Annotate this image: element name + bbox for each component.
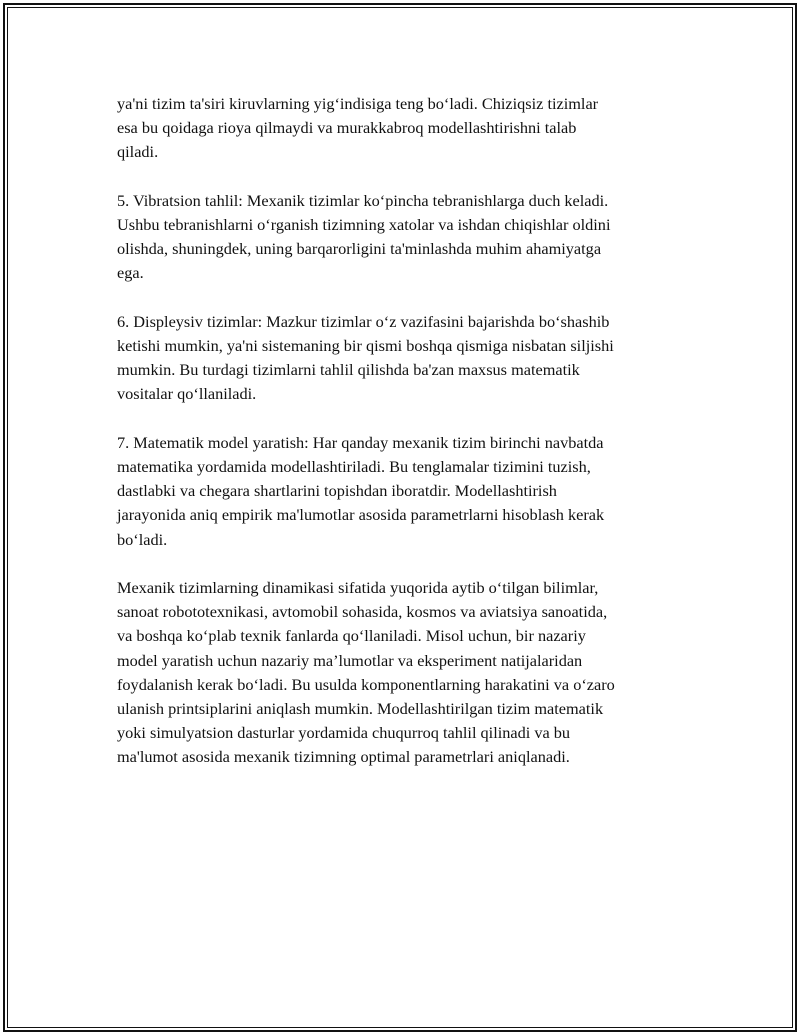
text-line: bo‘ladi. bbox=[117, 529, 168, 549]
paragraph-applications bbox=[117, 576, 697, 770]
text-line: ma'lumot asosida mexanik tizimning optimal parametrlari aniqlanadi. bbox=[117, 747, 570, 767]
text-line: ulanish printsiplarini aniqlash mumkin. Modellashtirilgan tizim matematik bbox=[117, 699, 604, 719]
text-line: matematika yordamida modellashtiriladi. Bu tenglamalar tizimini tuzish, bbox=[117, 457, 591, 476]
text-line: foydalanish kerak bo‘ladi. Bu usulda komponentlarning harakatini va o‘zaro bbox=[117, 674, 615, 694]
paragraph-vibration-analysis bbox=[117, 189, 697, 286]
paragraph-displacive-systems bbox=[117, 310, 697, 407]
text-line: 5. Vibratsion tahlil: Mexanik tizimlar ko‘pincha tebranishlarga duch keladi. bbox=[117, 190, 609, 210]
text-line: mumkin. Bu turdagi tizimlarni tahlil qilishda ba'zan maxsus matematik bbox=[117, 360, 580, 380]
text-line: Mexanik tizimlarning dinamikasi sifatida yuqorida aytib o‘tilgan bilimlar, bbox=[117, 578, 599, 597]
text-line: jarayonida aniq empirik ma'lumotlar asosida parametrlarni hisoblash kerak bbox=[117, 505, 605, 525]
paragraph-mathematical-model bbox=[117, 431, 697, 552]
paragraph-linearity-continued bbox=[117, 92, 697, 165]
text-line: 6. Displeysiv tizimlar: Mazkur tizimlar o‘z vazifasini bajarishda bo‘shashib bbox=[117, 311, 610, 331]
text-line: qiladi. bbox=[117, 142, 159, 162]
text-line: ega. bbox=[117, 263, 144, 283]
text-line: vositalar qo‘llaniladi. bbox=[117, 384, 257, 404]
text-line: esa bu qoidaga rioya qilmaydi va murakkabroq modellashtirishni talab bbox=[117, 118, 577, 138]
text-line: yoki simulyatsion dasturlar yordamida chuqurroq tahlil qilinadi va bu bbox=[117, 723, 571, 743]
text-line: model yaratish uchun nazariy ma’lumotlar va eksperiment natijalaridan bbox=[117, 650, 583, 670]
text-line: ketishi mumkin, ya'ni sistemaning bir qismi boshqa qismiga nisbatan siljishi bbox=[117, 336, 614, 355]
text-line: 7. Matematik model yaratish: Har qanday mexanik tizim birinchi navbatda bbox=[117, 432, 604, 452]
text-line: Ushbu tebranishlarni o‘rganish tizimning xatolar va ishdan chiqishlar oldini bbox=[117, 215, 611, 234]
text-line: sanoat robototexnikasi, avtomobil sohasida, kosmos va aviatsiya sanoatida, bbox=[117, 602, 608, 622]
text-line: olishda, shuningdek, uning barqarorligini ta'minlashda muhim ahamiyatga bbox=[117, 239, 602, 259]
text-line: ya'ni tizim ta'siri kiruvlarning yig‘indisiga teng bo‘ladi. Chiziqsiz tizimlar bbox=[117, 94, 599, 113]
document-body bbox=[117, 92, 697, 794]
text-line: dastlabki va chegara shartlarini topishdan iboratdir. Modellashtirish bbox=[117, 481, 557, 501]
text-line: va boshqa ko‘plab texnik fanlarda qo‘llaniladi. Misol uchun, bir nazariy bbox=[117, 626, 586, 646]
